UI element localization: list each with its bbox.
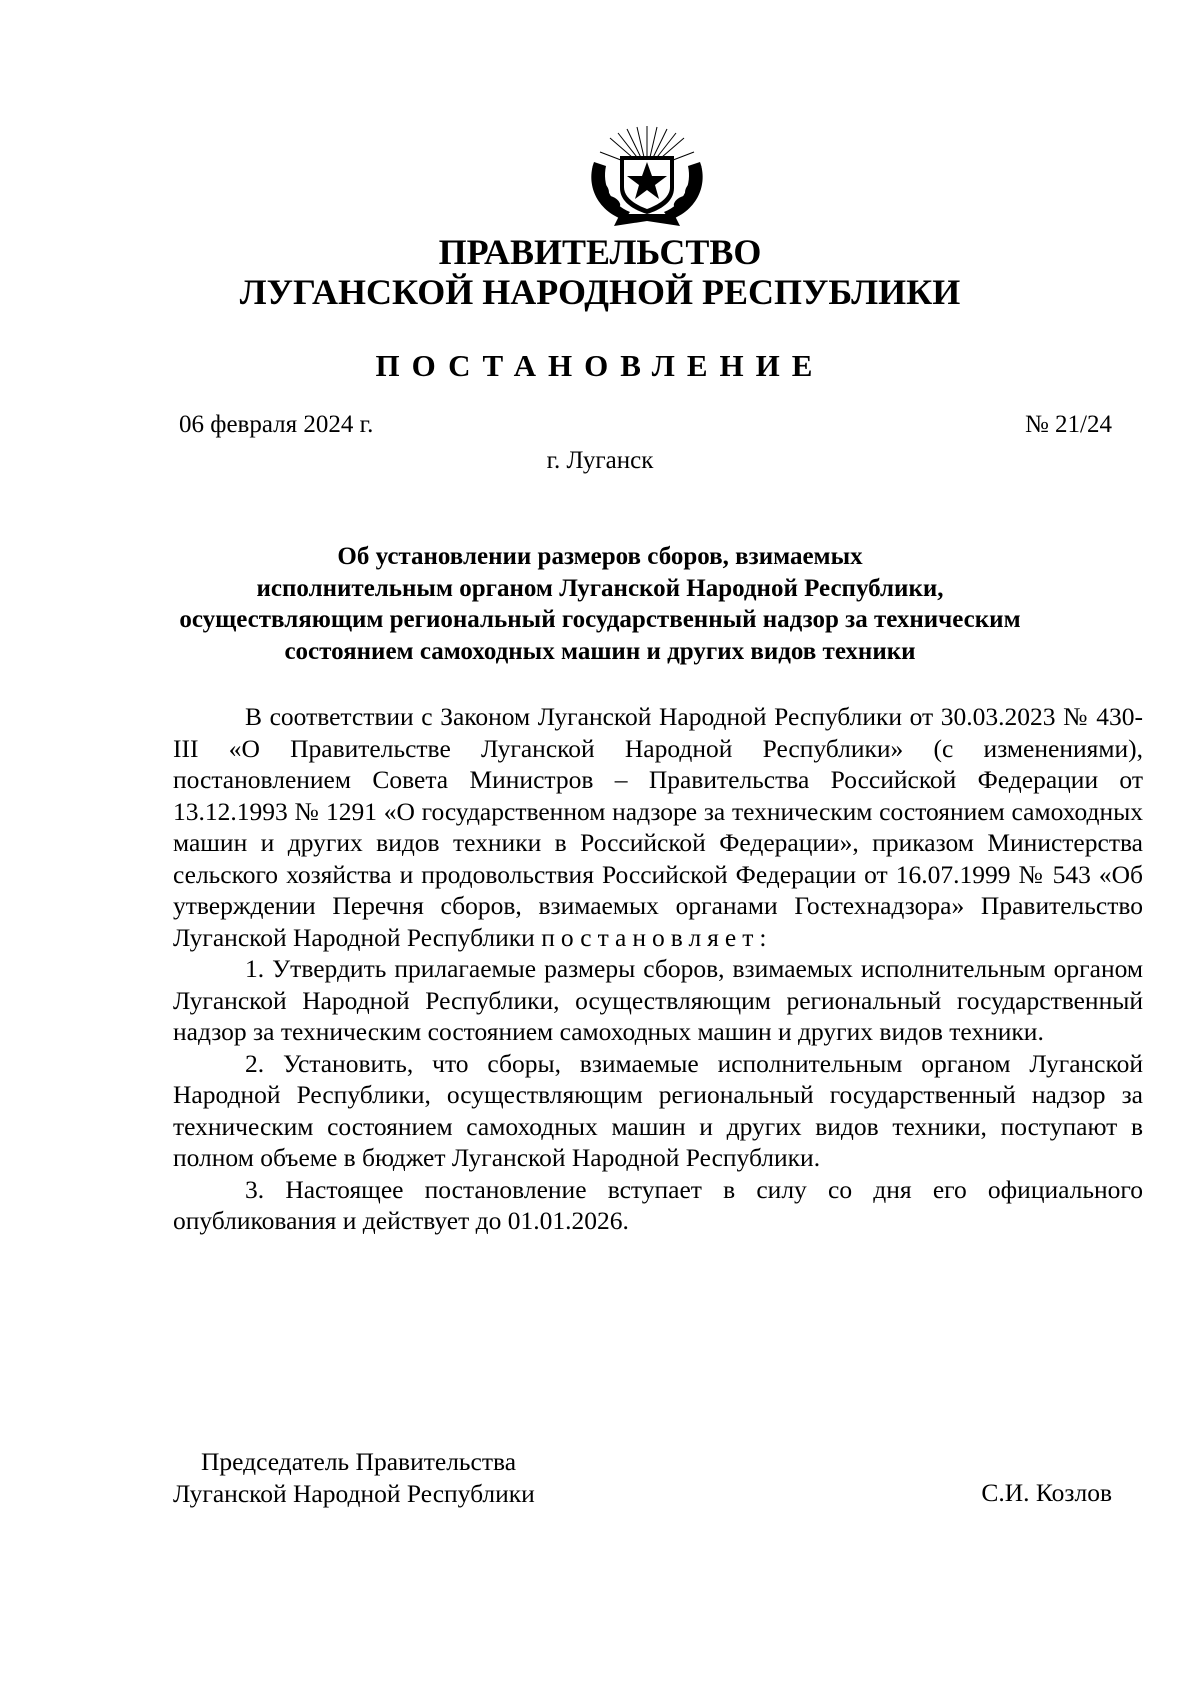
lpr-coat-of-arms-icon bbox=[582, 122, 712, 228]
subject-line2: исполнительным органом Луганской Народной Республики, bbox=[256, 574, 944, 602]
document-subject bbox=[130, 541, 1070, 667]
document-body bbox=[173, 701, 1143, 1237]
preamble-text: В соответствии с Законом Луганской Народной Республики от 30.03.2023 № 430-III «О Правительстве Луганской Народной Республики» (с изменениями), постановлением Совета Министров – Правительства Российской Федерации от 13.12.1993 № 1291 «О государственном надзоре за техническим состоянием самоходных машин и других видов техники в Российской Федерации», приказом Министерства сельского хозяйства и продовольствия Российской Федерации от 16.07.1999 № 543 «Об утверждении Перечня сборов, взимаемых органами Гостехнадзора» Правительство Луганской Народной Республики bbox=[173, 702, 1143, 952]
signatory-position bbox=[173, 1446, 535, 1510]
document-date: 06 февраля 2024 г. bbox=[179, 411, 374, 438]
organization-title bbox=[0, 232, 1200, 312]
signatory-position-line2: Луганской Народной Республики bbox=[173, 1479, 535, 1508]
preamble-paragraph bbox=[173, 701, 1143, 953]
item-1-paragraph: 1. Утвердить прилагаемые размеры сборов, взимаемых исполнительным органом Луганской Народной Республики, осуществляющим региональный государственный надзор за техническим состоянием самоходных машин и других видов техники. bbox=[173, 954, 1143, 1046]
signatory-name: С.И. Козлов bbox=[981, 1478, 1112, 1507]
organization-title-line1: ПРАВИТЕЛЬСТВО bbox=[438, 232, 762, 272]
organization-title-line2: ЛУГАНСКОЙ НАРОДНОЙ РЕСПУБЛИКИ bbox=[239, 272, 961, 312]
item-3-paragraph: 3. Настоящее постановление вступает в силу со дня его официального опубликования и действует до 01.01.2026. bbox=[173, 1174, 1143, 1235]
signatory-position-line1: Председатель Правительства bbox=[201, 1447, 517, 1476]
document-type: ПОСТАНОВЛЕНИЕ bbox=[375, 348, 825, 383]
subject-line4: состоянием самоходных машин и других видов техники bbox=[284, 637, 916, 665]
item-2-paragraph: 2. Установить, что сборы, взимаемые исполнительным органом Луганской Народной Республики, осуществляющим региональный государственный надзор за техническим состоянием самоходных машин и других видов техники, поступают в полном объеме в бюджет Луганской Народной Республики. bbox=[173, 1048, 1143, 1172]
subject-line3: осуществляющим региональный государственный надзор за техническим bbox=[179, 606, 1021, 633]
document-city: г. Луганск bbox=[546, 447, 654, 474]
document-number: № 21/24 bbox=[1024, 411, 1112, 438]
decree-word: постановляет: bbox=[541, 922, 773, 952]
subject-line1: Об установлении размеров сборов, взимаемых bbox=[337, 543, 863, 570]
